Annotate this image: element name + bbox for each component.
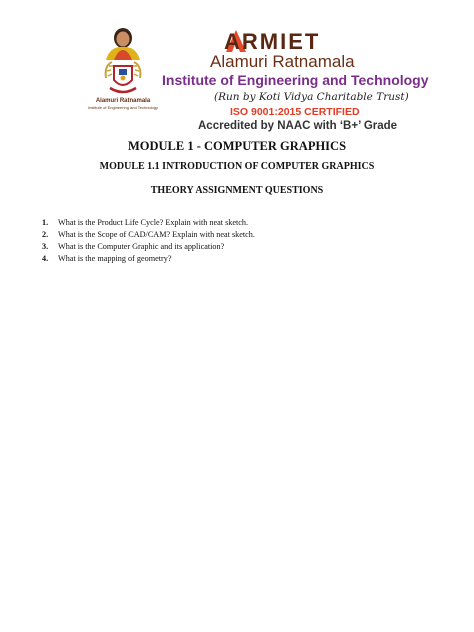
institute-logo — [88, 26, 158, 118]
question-number: 3. — [42, 242, 49, 251]
question-number: 4. — [42, 254, 49, 263]
institute-short-name: Alamuri Ratnamala — [210, 52, 355, 71]
question-item — [42, 253, 255, 265]
question-text: What is the Computer Graphic and its application? — [58, 242, 225, 251]
institute-full-name: Institute of Engineering and Technology — [162, 72, 429, 88]
question-number: 1. — [42, 218, 49, 227]
iso-certification: ISO 9001:2015 CERTIFIED — [230, 106, 360, 118]
question-text: What is the mapping of geometry? — [58, 254, 172, 263]
founder-portrait-image — [100, 26, 146, 60]
institute-acronym: ARMIET — [224, 29, 321, 54]
logo-caption — [88, 98, 158, 110]
institute-letterhead — [0, 0, 474, 132]
section-title: THEORY ASSIGNMENT QUESTIONS — [150, 185, 324, 196]
institute-brand — [162, 28, 470, 132]
logo-name: Alamuri Ratnamala — [95, 98, 151, 104]
submodule-title: MODULE 1.1 INTRODUCTION OF COMPUTER GRAPHICS — [99, 161, 375, 172]
naac-accreditation: Accredited by NAAC with ‘B+’ Grade — [198, 120, 398, 132]
question-text: What is the Product Life Cycle? Explain with neat sketch. — [58, 218, 249, 227]
logo-subtitle: Institute of Engineering and Technology — [88, 105, 158, 110]
question-item — [42, 229, 255, 241]
question-item — [42, 217, 255, 229]
question-list — [42, 217, 255, 265]
question-number: 2. — [42, 230, 49, 239]
trust-line: (Run by Koti Vidya Charitable Trust) — [214, 91, 409, 103]
emblem-icon — [102, 60, 144, 96]
question-text: What is the Scope of CAD/CAM? Explain with neat sketch. — [58, 230, 255, 239]
question-item — [42, 241, 255, 253]
module-title: MODULE 1 - COMPUTER GRAPHICS — [127, 139, 347, 153]
